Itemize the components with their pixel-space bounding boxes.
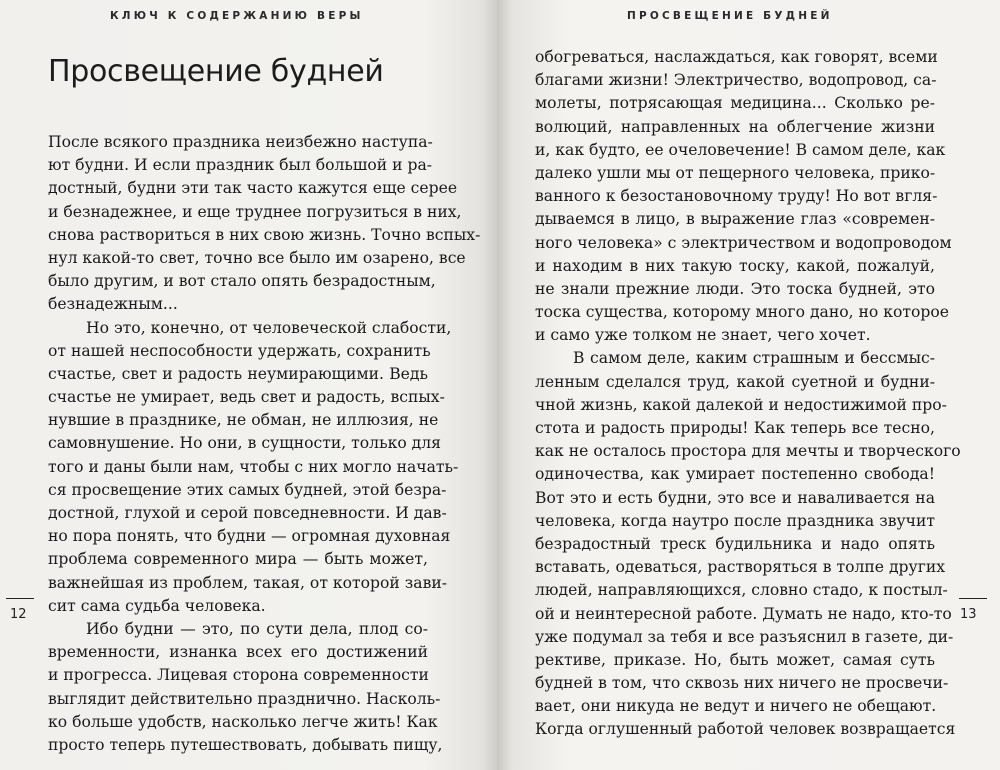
text-line: После всякого праздника неизбежно наступа- bbox=[48, 133, 433, 151]
text-line: ся просвещение этих самых будней, этой безра- bbox=[48, 480, 447, 499]
text-line: ой и неинтересной работе. Думать не надо, кто-то bbox=[535, 604, 952, 623]
text-line: ного человека» с электричеством и водопроводом bbox=[535, 233, 952, 252]
text-line: нувшие в празднике, не обман, не иллюзия, не bbox=[48, 411, 439, 430]
folio-rule bbox=[6, 598, 34, 599]
text-line: вает, они никуда не ведут и ничего не обещают. bbox=[535, 697, 937, 716]
text-line: самовнушение. Но они, в сущности, только для bbox=[48, 434, 442, 453]
text-line: ко больше удобств, насколько легче жить! Как bbox=[48, 712, 438, 731]
text-line: вставать, одеваться, растворяться в толпе других bbox=[535, 558, 946, 577]
text-line: далеко ушли мы от пещерного человека, прико- bbox=[535, 163, 936, 182]
text-line: Когда оглушенный работой человек возвращается bbox=[535, 720, 956, 739]
running-head-right: ПРОСВЕЩЕНИЕ БУДНЕЙ bbox=[627, 10, 833, 22]
running-head-left: КЛЮЧ К СОДЕРЖАНИЮ ВЕРЫ bbox=[110, 10, 364, 22]
text-line: от нашей неспособности удержать, сохранить bbox=[48, 341, 431, 360]
chapter-title: Просвещение будней bbox=[48, 54, 384, 89]
text-line: временности, изнанка всех его достижений bbox=[48, 643, 428, 662]
text-line: снова раствориться в них свою жизнь. Точно вспых- bbox=[48, 225, 481, 244]
text-line: важнейшая из проблем, такая, от которой зави- bbox=[48, 573, 448, 592]
left-page-text bbox=[48, 131, 481, 757]
text-line: просто теперь путешествовать, добывать пищу, bbox=[48, 735, 443, 754]
text-line: людей, направляющихся, словно стадо, к постыл- bbox=[535, 581, 948, 600]
text-line: достной, глухой и серой повседневности. И дав- bbox=[48, 504, 447, 522]
text-line: Но это, конечно, от человеческой слабости, bbox=[86, 318, 452, 337]
text-line: счастье не умирает, ведь свет и радость, вспых- bbox=[48, 388, 445, 407]
folio-rule bbox=[959, 598, 987, 599]
text-line: Вот это и есть будни, это все и наваливается на bbox=[535, 488, 935, 507]
text-line: Ибо будни — это, по сути дела, плод со- bbox=[86, 619, 428, 638]
text-line: В самом деле, каким страшным и бессмыс- bbox=[573, 349, 935, 368]
text-line: безнадежным... bbox=[48, 295, 178, 314]
text-line: благами жизни! Электричество, водопровод, са- bbox=[535, 71, 937, 90]
text-line: ют будни. И если праздник был большой и ра- bbox=[48, 156, 433, 175]
text-line: сит сама судьба человека. bbox=[48, 596, 266, 615]
page-number-left: 12 bbox=[10, 607, 27, 622]
text-line: обогреваться, наслаждаться, как говорят, всеми bbox=[535, 48, 938, 66]
text-line: и безнадежнее, и еще труднее погрузиться в них, bbox=[48, 202, 462, 221]
text-line: рективе, приказе. Но, быть может, самая суть bbox=[535, 650, 935, 669]
text-line: и находим в них такую тоску, какой, пожалуй, bbox=[535, 256, 935, 275]
page-number-right: 13 bbox=[960, 607, 977, 622]
text-line: достный, будни эти так часто кажутся еще серее bbox=[48, 179, 458, 198]
text-line: и, как будто, ее очеловечение! В самом деле, как bbox=[535, 140, 946, 159]
text-line: но пора понять, что будни — огромная духовная bbox=[48, 527, 451, 546]
text-line: было другим, и вот стало опять безрадостным, bbox=[48, 272, 436, 291]
text-line: будней в том, что сквозь них ничего не просвечи- bbox=[535, 674, 949, 693]
text-line: молеты, потрясающая медицина... Сколько ре- bbox=[535, 94, 935, 113]
text-line: безрадостный треск будильника и надо опять bbox=[535, 534, 935, 553]
left-page bbox=[0, 0, 497, 770]
text-line: стота и радость природы! Как теперь все тесно, bbox=[535, 419, 935, 437]
text-line: нул какой-то свет, точно все было им озарено, все bbox=[48, 248, 466, 267]
text-line: ванного к безостановочному труду! Но вот вгля- bbox=[535, 187, 938, 206]
text-line: ленным сделался труд, какой суетной и будни- bbox=[535, 372, 935, 391]
right-page bbox=[497, 0, 1000, 770]
text-line: проблема современного мира — быть может, bbox=[48, 550, 428, 569]
text-line: и прогресса. Лицевая сторона современности bbox=[48, 666, 429, 685]
text-line: не знали прежние люди. Это тоска будней, это bbox=[535, 279, 935, 298]
text-line: одиночества, как умирает постепенно свобода! bbox=[535, 465, 935, 484]
text-line: дываемся в лицо, в выражение глаз «современ- bbox=[535, 210, 935, 229]
text-line: человека, когда наутро после праздника звучит bbox=[535, 511, 935, 530]
text-line: счастье, свет и радость неумирающими. Ведь bbox=[48, 364, 428, 383]
text-line: волюций, направленных на облегчение жизни bbox=[535, 117, 935, 136]
text-line: того и даны были нам, чтобы с них могло начать- bbox=[48, 457, 459, 476]
text-line: тоска существа, которому много дано, но которое bbox=[535, 303, 950, 322]
text-line: как не осталось простора для мечты и творческого bbox=[535, 442, 961, 461]
right-page-text bbox=[535, 46, 961, 742]
text-line: и само уже толком не знает, чего хочет. bbox=[535, 326, 871, 345]
text-line: чной жизнь, какой далекой и недостижимой про- bbox=[535, 395, 947, 414]
text-line: уже подумал за тебя и все разъяснил в газете, ди- bbox=[535, 627, 954, 646]
text-line: выглядит действительно празднично. Насколь- bbox=[48, 689, 441, 708]
